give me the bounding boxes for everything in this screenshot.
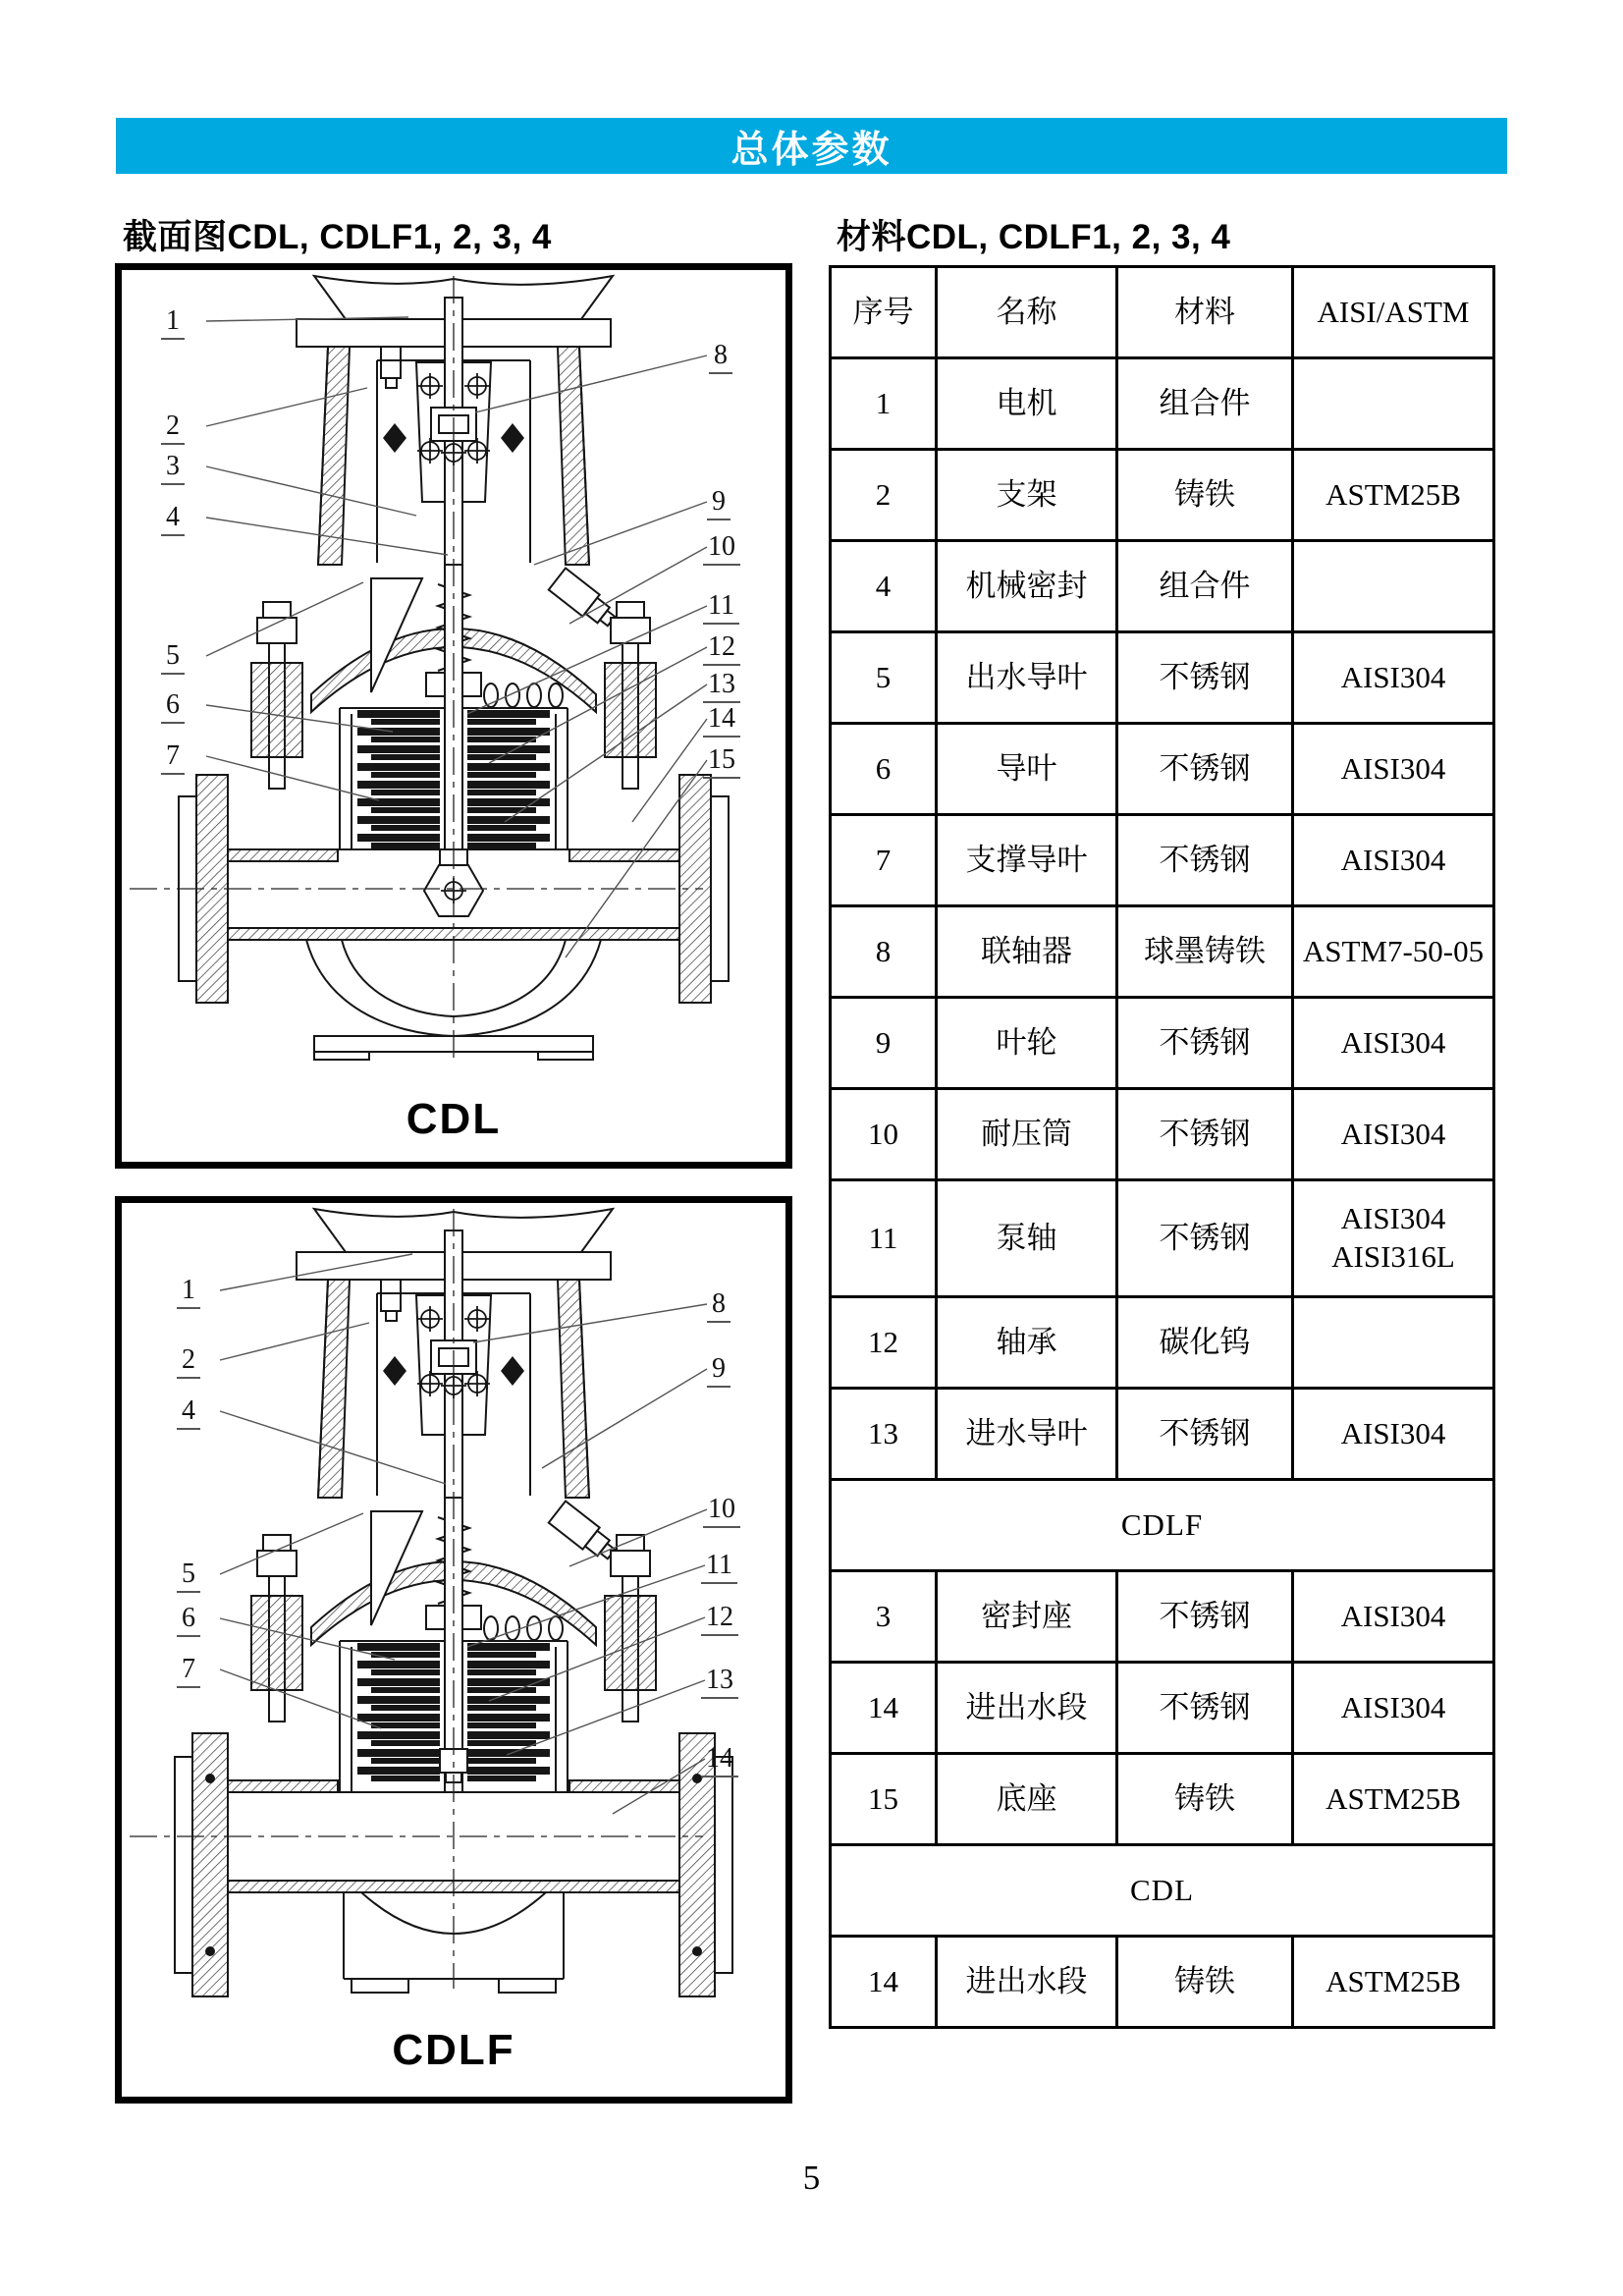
cell-name: 出水导叶: [937, 632, 1117, 724]
cell-name: 耐压筒: [937, 1089, 1117, 1180]
cell-name: 进出水段: [937, 1663, 1117, 1754]
page-number: 5: [802, 2159, 821, 2197]
cell-material: 不锈钢: [1117, 1571, 1293, 1663]
cell-no: 11: [831, 1180, 937, 1297]
materials-table: [829, 265, 1495, 2029]
callout-cdlf-4: 4: [177, 1397, 200, 1430]
cell-name: 支架: [937, 450, 1117, 541]
cell-material: 铸铁: [1117, 1937, 1293, 2028]
callout-cdlf-7: 7: [177, 1656, 200, 1688]
cell-name: 导叶: [937, 724, 1117, 815]
callout-cdlf-8: 8: [707, 1290, 730, 1323]
table-row: [831, 906, 1494, 998]
cell-material: 球墨铸铁: [1117, 906, 1293, 998]
cell-material: 不锈钢: [1117, 1389, 1293, 1480]
callout-cdl-1: 1: [161, 307, 185, 340]
column-header: 名称: [937, 267, 1117, 358]
diagram-label-cdl: CDL: [406, 1095, 502, 1143]
callout-cdl-10: 10: [703, 533, 740, 566]
cell-no: 4: [831, 541, 937, 632]
callout-cdlf-2: 2: [177, 1346, 200, 1379]
pump-cross-section-cdl: [122, 270, 785, 1162]
cell-std: AISI304: [1293, 998, 1494, 1089]
cell-name: 轴承: [937, 1297, 1117, 1389]
cell-std: [1293, 358, 1494, 450]
table-row: [831, 1845, 1494, 1937]
header-title: 总体参数: [730, 130, 893, 171]
callout-cdlf-13: 13: [701, 1667, 738, 1699]
cell-std: [1293, 541, 1494, 632]
table-row: [831, 1089, 1494, 1180]
cell-std: ASTM7-50-05: [1293, 906, 1494, 998]
callout-cdl-2: 2: [161, 412, 185, 445]
callout-cdlf-1: 1: [177, 1277, 200, 1309]
table-row: [831, 1937, 1494, 2028]
cell-material: 不锈钢: [1117, 815, 1293, 906]
cell-name: 支撑导叶: [937, 815, 1117, 906]
callout-cdl-6: 6: [161, 691, 185, 724]
table-row: [831, 1571, 1494, 1663]
materials-table-wrap: [829, 265, 1492, 2029]
pump-cross-section-cdlf: [122, 1203, 785, 2097]
table-row: [831, 998, 1494, 1089]
table-row: [831, 724, 1494, 815]
group-row-label: CDL: [831, 1845, 1494, 1937]
cell-std: AISI304 AISI316L: [1293, 1180, 1494, 1297]
diagram-label-cdlf: CDLF: [392, 2026, 515, 2074]
callout-cdl-15: 15: [703, 746, 740, 779]
cell-material: 组合件: [1117, 358, 1293, 450]
cell-no: 2: [831, 450, 937, 541]
cell-no: 6: [831, 724, 937, 815]
callout-cdlf-9: 9: [707, 1355, 730, 1388]
cell-material: 铸铁: [1117, 1754, 1293, 1845]
callout-cdl-9: 9: [707, 488, 730, 520]
cell-std: ASTM25B: [1293, 1937, 1494, 2028]
cell-material: 不锈钢: [1117, 1180, 1293, 1297]
table-row: [831, 1663, 1494, 1754]
cell-name: 叶轮: [937, 998, 1117, 1089]
cell-no: 8: [831, 906, 937, 998]
cell-name: 机械密封: [937, 541, 1117, 632]
cell-name: 泵轴: [937, 1180, 1117, 1297]
cell-no: 3: [831, 1571, 937, 1663]
table-row: [831, 1297, 1494, 1389]
cell-std: AISI304: [1293, 1089, 1494, 1180]
section-title-materials: 材料CDL, CDLF1, 2, 3, 4: [837, 218, 1231, 256]
column-header: 材料: [1117, 267, 1293, 358]
callout-cdl-13: 13: [703, 671, 740, 703]
cell-name: 密封座: [937, 1571, 1117, 1663]
cell-std: AISI304: [1293, 632, 1494, 724]
section-title-cross-sections: 截面图CDL, CDLF1, 2, 3, 4: [123, 218, 552, 256]
cell-no: 5: [831, 632, 937, 724]
callout-cdlf-12: 12: [701, 1604, 738, 1636]
group-row-label: CDLF: [831, 1480, 1494, 1571]
table-row: [831, 1754, 1494, 1845]
cell-material: 不锈钢: [1117, 632, 1293, 724]
callout-cdlf-10: 10: [703, 1496, 740, 1528]
cell-name: 联轴器: [937, 906, 1117, 998]
table-row: [831, 1480, 1494, 1571]
table-row: [831, 541, 1494, 632]
cell-material: 不锈钢: [1117, 1663, 1293, 1754]
cell-name: 进出水段: [937, 1937, 1117, 2028]
cell-material: 不锈钢: [1117, 998, 1293, 1089]
diagram-box-cdlf: [115, 1196, 792, 2104]
cell-no: 13: [831, 1389, 937, 1480]
callout-cdlf-5: 5: [177, 1560, 200, 1593]
callout-cdl-7: 7: [161, 742, 185, 775]
cell-name: 进水导叶: [937, 1389, 1117, 1480]
column-header: 序号: [831, 267, 937, 358]
cell-no: 12: [831, 1297, 937, 1389]
callout-cdl-4: 4: [161, 504, 185, 536]
cell-material: 不锈钢: [1117, 724, 1293, 815]
callout-cdlf-11: 11: [701, 1552, 737, 1584]
callout-cdlf-14: 14: [701, 1745, 738, 1777]
cell-std: AISI304: [1293, 1571, 1494, 1663]
cell-name: 电机: [937, 358, 1117, 450]
cell-std: ASTM25B: [1293, 450, 1494, 541]
table-row: [831, 632, 1494, 724]
cell-material: 铸铁: [1117, 450, 1293, 541]
cell-no: 7: [831, 815, 937, 906]
callout-cdl-5: 5: [161, 642, 185, 675]
cell-no: 9: [831, 998, 937, 1089]
callout-cdl-14: 14: [703, 705, 740, 738]
header-bar: [116, 118, 1507, 174]
table-row: [831, 450, 1494, 541]
table-row: [831, 1389, 1494, 1480]
cell-material: 碳化钨: [1117, 1297, 1293, 1389]
table-header-row: [831, 267, 1494, 358]
cell-no: 15: [831, 1754, 937, 1845]
cell-no: 14: [831, 1937, 937, 2028]
cell-material: 不锈钢: [1117, 1089, 1293, 1180]
table-row: [831, 815, 1494, 906]
cell-std: AISI304: [1293, 1663, 1494, 1754]
callout-cdl-12: 12: [703, 633, 740, 666]
diagram-box-cdl: [115, 263, 792, 1169]
cell-std: AISI304: [1293, 1389, 1494, 1480]
table-row: [831, 1180, 1494, 1297]
column-header: AISI/ASTM: [1293, 267, 1494, 358]
callout-cdl-11: 11: [703, 592, 739, 625]
cell-std: AISI304: [1293, 724, 1494, 815]
cell-std: [1293, 1297, 1494, 1389]
cell-std: AISI304: [1293, 815, 1494, 906]
cell-no: 1: [831, 358, 937, 450]
cell-material: 组合件: [1117, 541, 1293, 632]
callout-cdl-8: 8: [709, 342, 732, 374]
callout-cdl-3: 3: [161, 453, 185, 485]
cell-no: 14: [831, 1663, 937, 1754]
table-row: [831, 358, 1494, 450]
cell-name: 底座: [937, 1754, 1117, 1845]
cell-std: ASTM25B: [1293, 1754, 1494, 1845]
callout-cdlf-6: 6: [177, 1605, 200, 1637]
cell-no: 10: [831, 1089, 937, 1180]
